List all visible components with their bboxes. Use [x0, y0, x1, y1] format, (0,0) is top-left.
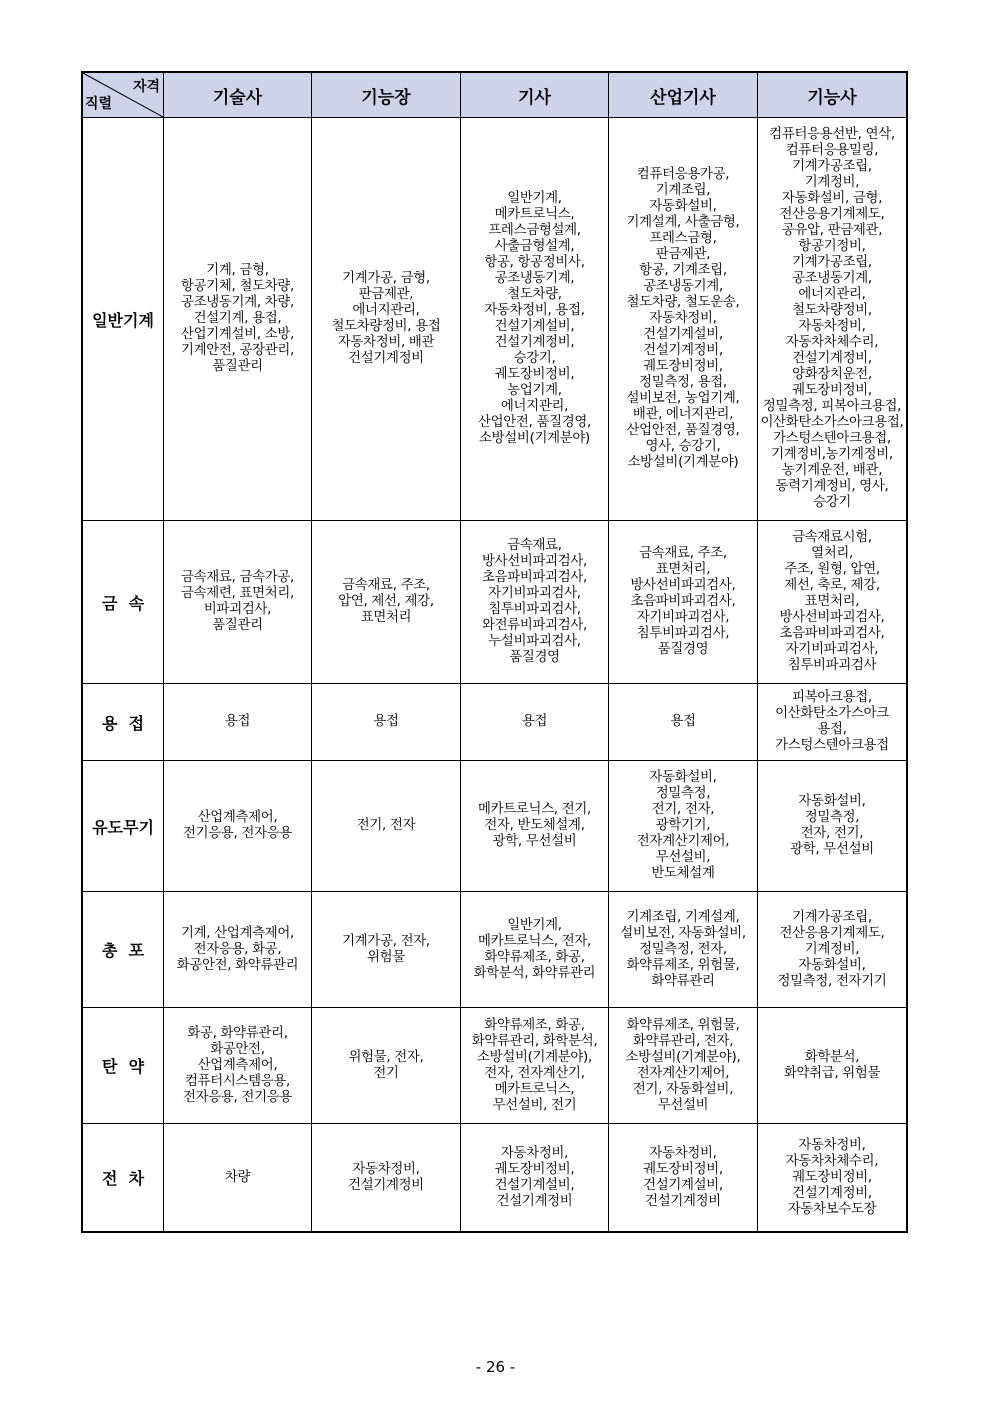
table-cell: 산업계측제어, 전기응용, 전자응용	[164, 761, 312, 892]
row-header: 전 차	[83, 1124, 164, 1232]
column-header: 산업기사	[609, 73, 758, 118]
row-header: 총 포	[83, 892, 164, 1008]
table-cell: 일반기계, 메카트로닉스, 전자, 화약류제조, 화공, 화학분석, 화약류관리	[461, 892, 609, 1008]
table-cell: 컴퓨터응용가공, 기계조립, 자동화설비, 기계설계, 사출금형, 프레스금형, 판금제관, 항공, 기계조립, 공조냉동기계, 철도차량, 철도운송, 자동차정비, 건설기계설비, 건설기계정비, 궤도장비정비, 정밀측정, 용접, 설비보전, 농업기계, 배관, 에너지관리, 산업안전, 품질경영, 영사, 승강기, 소방설비(기계분야)	[609, 118, 758, 521]
table-cell: 위험물, 전자, 전기	[312, 1008, 461, 1124]
table-row	[83, 684, 907, 761]
table-cell: 기계, 산업계측제어, 전자응용, 화공, 화공안전, 화약류관리	[164, 892, 312, 1008]
table-cell: 기계가공조립, 전산응용기계제도, 기계정비, 자동화설비, 정밀측정, 전자기기	[758, 892, 907, 1008]
table-row	[83, 761, 907, 892]
table-row	[83, 118, 907, 521]
table-cell: 화약류제조, 위험물, 화약류관리, 전자, 소방설비(기계분야), 전자계산기제어, 전기, 자동화설비, 무선설비	[609, 1008, 758, 1124]
table-cell: 기계가공, 전자, 위험물	[312, 892, 461, 1008]
table-cell: 자동차정비, 궤도장비정비, 건설기계설비, 건설기계정비	[609, 1124, 758, 1232]
table-cell: 자동화설비, 정밀측정, 전기, 전자, 광학기기, 전자계산기제어, 무선설비, 반도체설계	[609, 761, 758, 892]
table-row	[83, 521, 907, 684]
corner-label-series: 직렬	[85, 96, 113, 112]
table-cell: 용접	[461, 684, 609, 761]
table-cell: 용접	[312, 684, 461, 761]
table-row	[83, 1124, 907, 1232]
table-cell: 기계가공, 금형, 판금제관, 에너지관리, 철도차량정비, 용접 자동차정비, 배관 건설기계정비	[312, 118, 461, 521]
qualification-table	[82, 72, 907, 1232]
table-cell: 메카트로닉스, 전기, 전자, 반도체설계, 광학, 무선설비	[461, 761, 609, 892]
table-cell: 금속재료, 금속가공, 금속제련, 표면처리, 비파괴검사, 품질관리	[164, 521, 312, 684]
row-header: 용 접	[83, 684, 164, 761]
header-row	[83, 73, 907, 118]
table-cell: 차량	[164, 1124, 312, 1232]
row-header: 탄 약	[83, 1008, 164, 1124]
row-header: 일반기계	[83, 118, 164, 521]
row-header: 유도무기	[83, 761, 164, 892]
column-header: 기능사	[758, 73, 907, 118]
table-cell: 화공, 화약류관리, 화공안전, 산업계측제어, 컴퓨터시스템응용, 전자응용, 전기응용	[164, 1008, 312, 1124]
table-row	[83, 1008, 907, 1124]
column-header: 기술사	[164, 73, 312, 118]
table-cell: 금속재료, 주조, 표면처리, 방사선비파괴검사, 초음파비파괴검사, 자기비파괴검사, 침투비파괴검사, 품질경영	[609, 521, 758, 684]
table-cell: 컴퓨터응용선반, 연삭, 컴퓨터응용밀링, 기계가공조립, 기계정비, 자동화설비, 금형, 전산응용기계제도, 공유압, 판금제관, 항공기정비, 기계가공조립, 공조냉동기계, 에너지관리, 철도차량정비, 자동차정비, 자동차차체수리, 건설기계정비, 양화장치운전, 궤도장비정비, 정밀측정, 피복아크용접, 이산화탄소가스아크용접, 가스텅스텐아크용접, 기계정비,농기계정비, 농기계운전, 배관, 동력기계정비, 영사, 승강기	[758, 118, 907, 521]
table-cell: 금속재료, 방사선비파괴검사, 초음파비파괴검사, 자기비파괴검사, 침투비파괴검사, 와전류비파괴검사, 누설비파괴검사, 품질경영	[461, 521, 609, 684]
corner-label-qualification: 자격	[132, 79, 160, 95]
table-row	[83, 892, 907, 1008]
table-cell: 용접	[164, 684, 312, 761]
table-cell: 자동차정비, 건설기계정비	[312, 1124, 461, 1232]
table-cell: 일반기계, 메카트로닉스, 프레스금형설계, 사출금형설계, 항공, 항공정비사, 공조냉동기계, 철도차량, 자동차정비, 용접, 건설기계설비, 건설기계정비, 승강기, 궤도장비정비, 농업기계, 에너지관리, 산업안전, 품질경영, 소방설비(기계분야)	[461, 118, 609, 521]
table-cell: 화학분석, 화약취급, 위험물	[758, 1008, 907, 1124]
table-cell: 피복아크용접, 이산화탄소가스아크 용접, 가스텅스텐아크용접	[758, 684, 907, 761]
page-number: - 26 -	[475, 1358, 516, 1376]
row-header: 금 속	[83, 521, 164, 684]
column-header: 기능장	[312, 73, 461, 118]
corner-header-cell	[83, 73, 164, 118]
table-cell: 화약류제조, 화공, 화약류관리, 화학분석, 소방설비(기계분야), 전자, 전자계산기, 메카트로닉스, 무선설비, 전기	[461, 1008, 609, 1124]
table-cell: 기계, 금형, 항공기체, 철도차량, 공조냉동기계, 차량, 건설기계, 용접, 산업기계설비, 소방, 기계안전, 공장관리, 품질관리	[164, 118, 312, 521]
table-cell: 자동차정비, 자동차차체수리, 궤도장비정비, 건설기계정비, 자동차보수도장	[758, 1124, 907, 1232]
table-cell: 금속재료, 주조, 압연, 제선, 제강, 표면처리	[312, 521, 461, 684]
table-cell: 전기, 전자	[312, 761, 461, 892]
table-cell: 자동화설비, 정밀측정, 전자, 전기, 광학, 무선설비	[758, 761, 907, 892]
table-cell: 용접	[609, 684, 758, 761]
table-cell: 자동차정비, 궤도장비정비, 건설기계설비, 건설기계정비	[461, 1124, 609, 1232]
table-cell: 기계조립, 기계설계, 설비보전, 자동화설비, 정밀측정, 전자, 화약류제조, 위험물, 화약류관리	[609, 892, 758, 1008]
table-cell: 금속재료시험, 열처리, 주조, 원형, 압연, 제선, 축로, 제강, 표면처리, 방사선비파괴검사, 초음파비파괴검사, 자기비파괴검사, 침투비파괴검사	[758, 521, 907, 684]
column-header: 기사	[461, 73, 609, 118]
